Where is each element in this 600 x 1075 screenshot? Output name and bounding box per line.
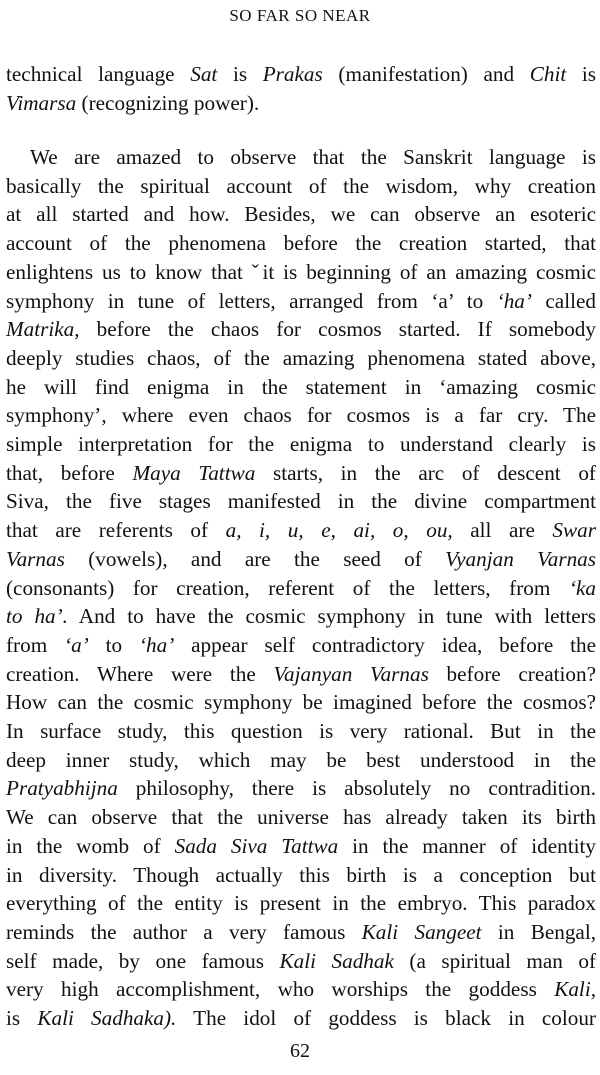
italic-term: Varnas <box>6 546 65 571</box>
italic-term: ‘a’ <box>64 632 89 657</box>
text-line: in the womb of Sada Siva Tattwa in the manner of identity <box>6 833 596 858</box>
italic-term: ‘ka <box>568 575 596 600</box>
text-line: everything of the entity is present in the embryo. This paradox <box>6 891 596 916</box>
paragraph-1 <box>6 60 596 117</box>
italic-term: Sada Siva Tattwa <box>174 833 339 858</box>
running-title: SO FAR SO NEAR <box>229 6 371 25</box>
italic-term: ‘ha’ <box>496 288 532 313</box>
text-line: technical language Sat is Prakas (manifestation) and Chit is <box>6 62 596 86</box>
text-line: very high accomplishment, who worships the goddess Kali, <box>6 977 596 1002</box>
page-number: 62 <box>290 1040 310 1062</box>
text-line: Pratyabhijna philosophy, there is absolutely no contradition. <box>6 776 596 801</box>
italic-term: Vyanjan Varnas <box>445 546 596 571</box>
text-line: self made, by one famous Kali Sadhak (a spiritual man of <box>6 948 596 973</box>
italic-term: Kali Sangeet <box>361 919 482 944</box>
text-line: that are referents of a, i, u, e, ai, o, ou, all are Swar <box>6 518 596 543</box>
italic-term: a, i, u, e, ai, o, ou, <box>225 518 453 543</box>
text-line: In surface study, this question is very rational. But in the <box>6 719 596 744</box>
italic-term: Kali Sadhak <box>279 948 394 973</box>
text-line: We can observe that the universe has already taken its birth <box>6 805 596 830</box>
text-line: in diversity. Though actually this birth is a conception but <box>6 862 596 887</box>
text-line: reminds the author a very famous Kali Sangeet in Bengal, <box>6 919 597 944</box>
text-line: Matrika, before the chaos for cosmos started. If somebody <box>6 317 596 342</box>
italic-term: to ha’. <box>6 604 68 629</box>
italic-term: Prakas <box>262 62 323 86</box>
text-line: from ‘a’ to ‘ha’ appear self contradictory idea, before the <box>6 632 597 657</box>
text-line: Siva, the five stages manifested in the divine compartment <box>6 489 596 514</box>
text-line: to ha’. And to have the cosmic symphony in tune with letters <box>6 604 596 629</box>
italic-term: ‘ha’ <box>138 632 175 657</box>
paragraph-text <box>6 143 596 1033</box>
italic-term: Maya Tattwa <box>132 460 256 485</box>
text-line: How can the cosmic symphony be imagined before the cosmos? <box>6 690 596 715</box>
italic-term: Chit <box>529 62 567 86</box>
text-line: is Kali Sadhaka). The idol of goddess is black in colour <box>6 1006 596 1031</box>
italic-term: Vimarsa <box>6 90 77 115</box>
text-line: deep inner study, which may be best understood in the <box>6 747 596 772</box>
text-line: account of the phenomena before the creation started, that <box>6 231 596 256</box>
text-line: symphony in tune of letters, arranged from ‘a’ to ‘ha’ called <box>6 288 596 313</box>
text-line: Varnas (vowels), and are the seed of Vyanjan Varnas <box>6 546 596 571</box>
text-line: Vimarsa (recognizing power). <box>6 90 260 115</box>
text-line: basically the spiritual account of the wisdom, why creation <box>6 173 596 198</box>
italic-term: Kali, <box>554 977 596 1002</box>
italic-term: Matrika, <box>6 317 80 342</box>
text-line: (consonants) for creation, referent of the letters, from ‘ka <box>6 575 596 600</box>
text-line: at all started and how. Besides, we can observe an esoteric <box>6 202 596 227</box>
italic-term: Vajanyan Varnas <box>273 661 429 686</box>
text-line: symphony’, where even chaos for cosmos is a far cry. The <box>6 403 596 428</box>
text-line: deeply studies chaos, of the amazing phenomena stated above, <box>6 345 596 370</box>
text-line: he will find enigma in the statement in ‘amazing cosmic <box>6 374 596 399</box>
italic-term: Sat <box>190 62 218 86</box>
italic-term: Pratyabhijna <box>6 776 118 801</box>
paragraph-text <box>6 60 596 117</box>
text-line: enlightens us to know that ˇit is beginning of an amazing cosmic <box>6 259 596 284</box>
italic-term: Swar <box>552 518 596 543</box>
italic-term: Kali Sadhaka). <box>37 1006 177 1031</box>
paragraph-2 <box>6 143 596 1033</box>
text-line: simple interpretation for the enigma to understand clearly is <box>6 432 596 457</box>
text-line: We are amazed to observe that the Sanskrit language is <box>30 145 596 169</box>
text-line: creation. Where were the Vajanyan Varnas before creation? <box>6 661 596 686</box>
text-line: that, before Maya Tattwa starts, in the arc of descent of <box>6 460 596 485</box>
